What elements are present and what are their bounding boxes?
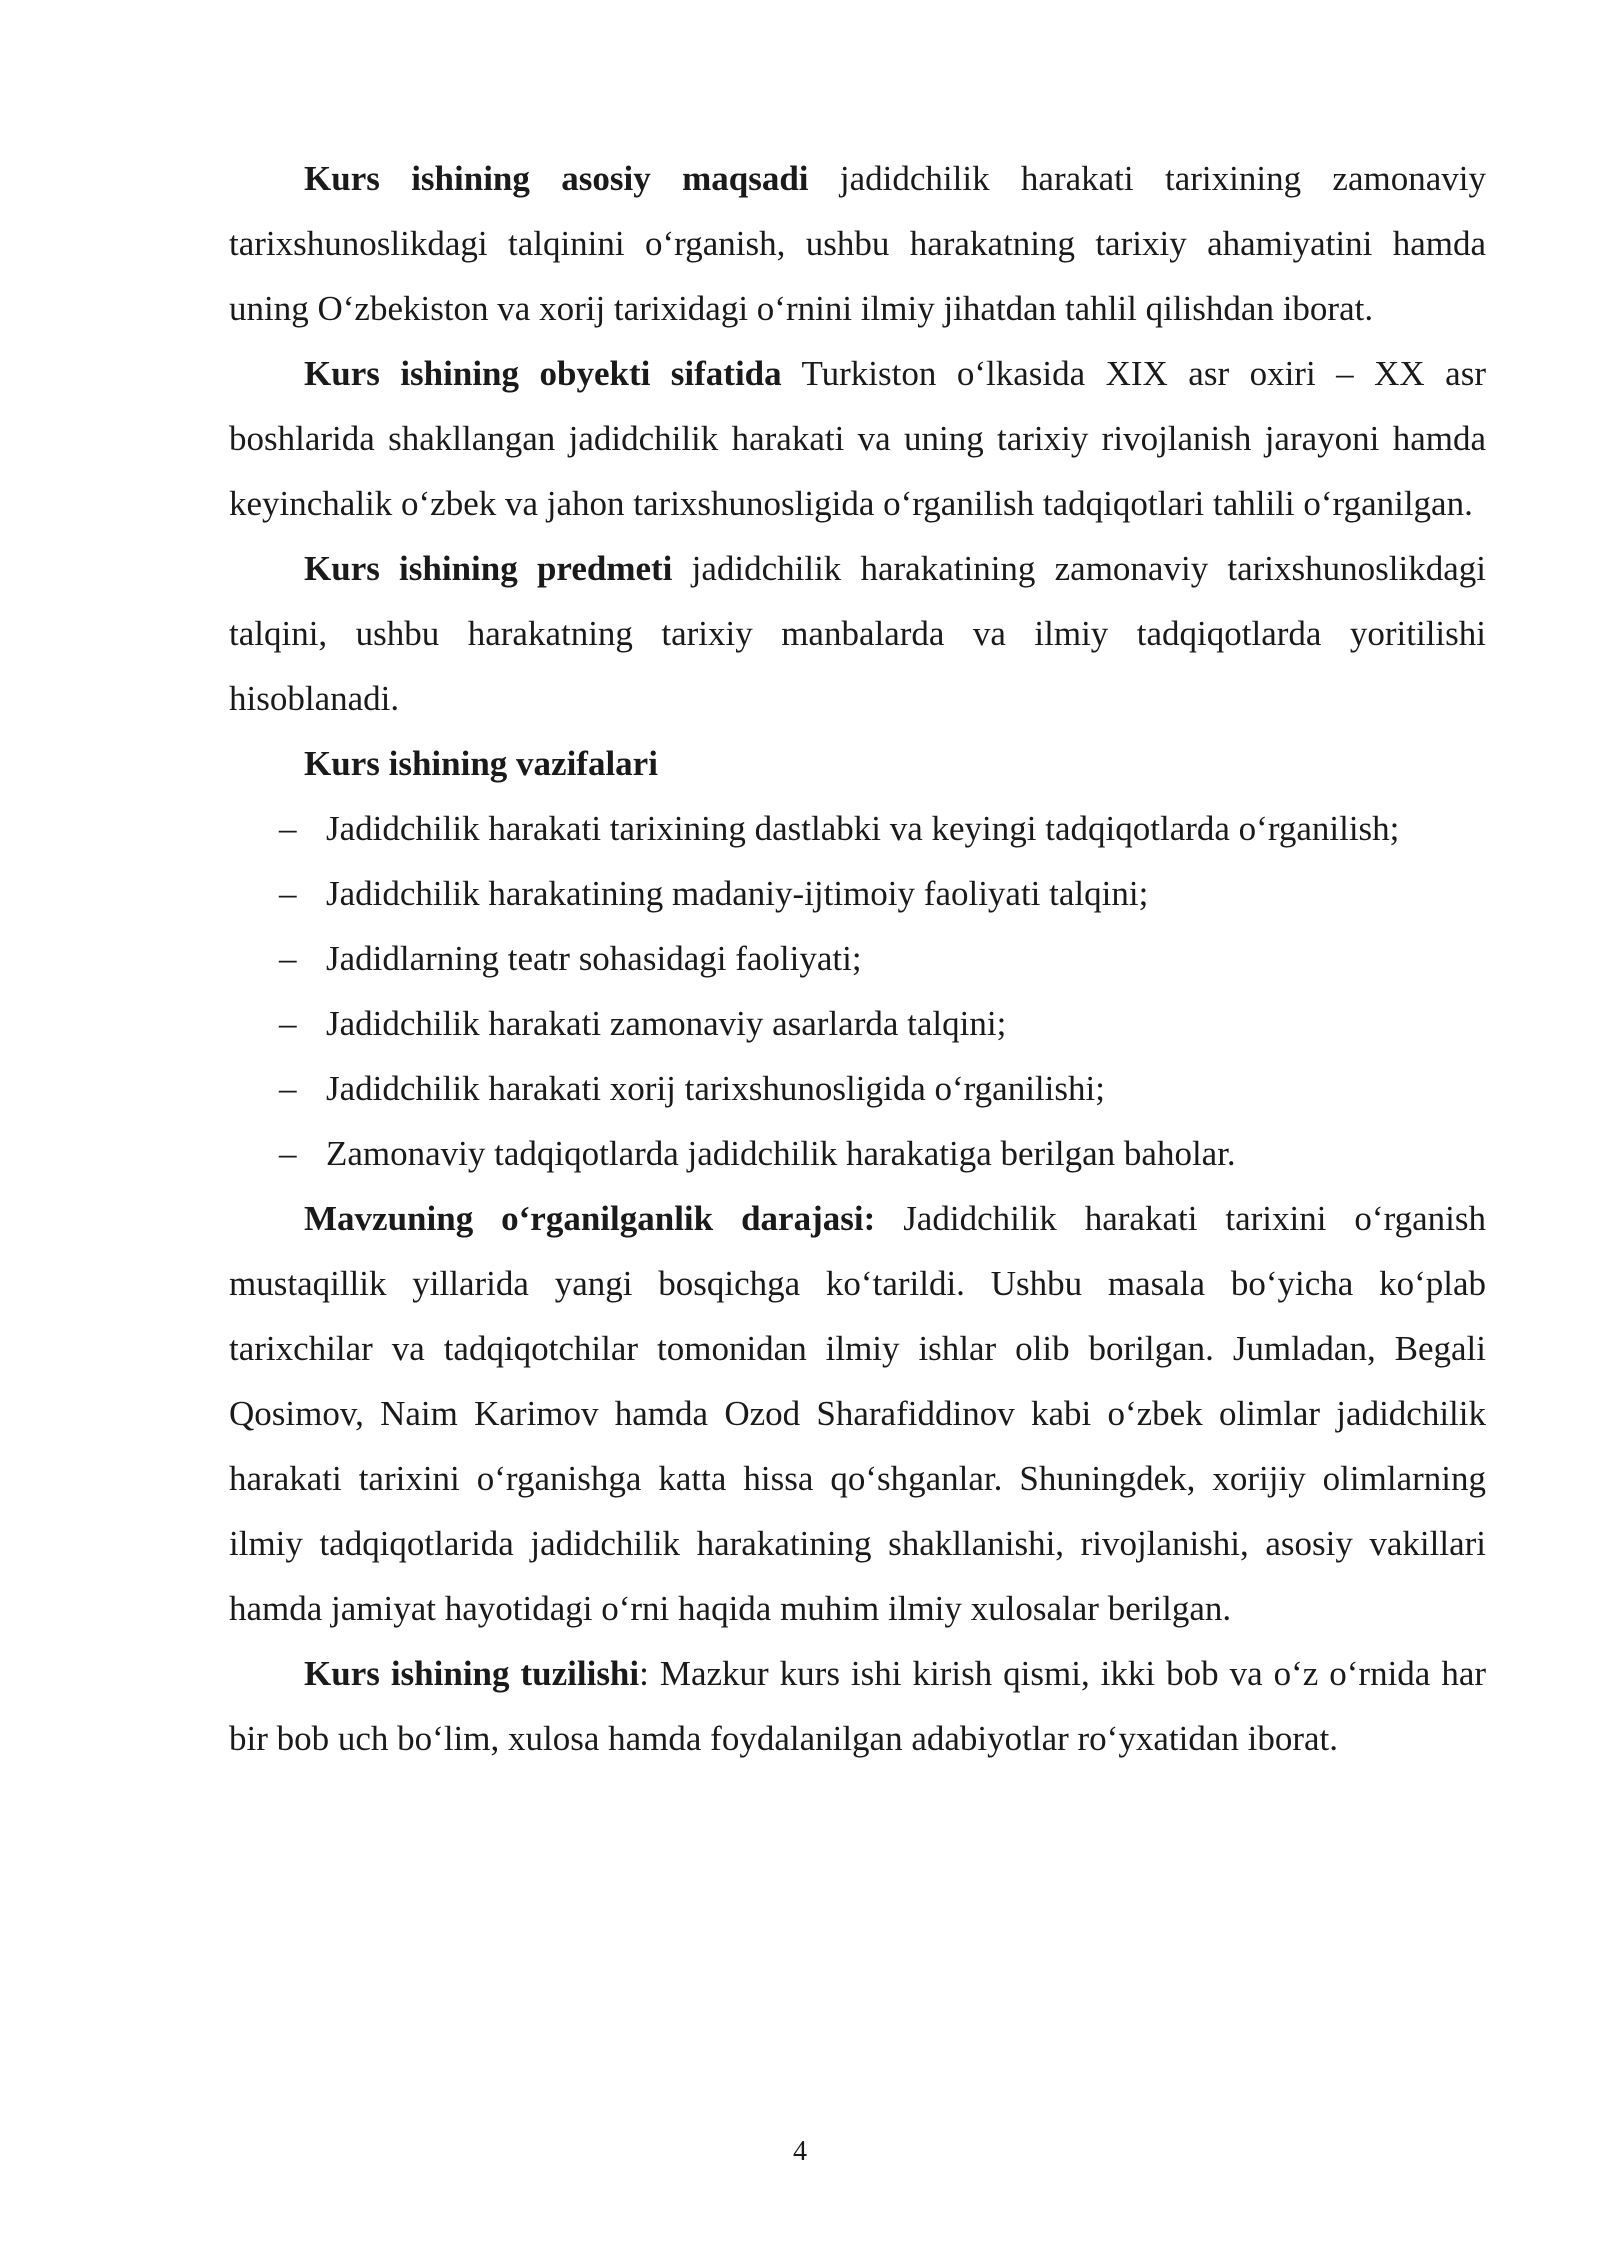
- tasks-heading: Kurs ishining vazifalari: [304, 744, 658, 783]
- list-item: [229, 796, 1486, 861]
- subject-lead: Kurs ishining predmeti: [304, 549, 673, 588]
- structure-text: : Mazkur kurs ishi kirish qismi, ikki bob va o‘z o‘rnida har bir bob uch bo‘lim, xulosa hamda foydalanilgan adabiyotlar ro‘yxatidan iborat.: [229, 1654, 1487, 1758]
- list-item: [229, 861, 1486, 926]
- subject-paragraph: [229, 536, 1486, 731]
- goal-text: jadidchilik harakati tarixining zamonaviy tarixshunoslikdagi talqinini o‘rganish, ushbu harakatning tarixiy ahamiyatini hamda uning O‘zbekiston va xorij tarixidagi o‘rnini ilmiy jihatdan tahlil qilishdan iborat.: [229, 159, 1486, 328]
- document-page: [229, 146, 1486, 1771]
- degree-paragraph: [229, 1186, 1486, 1641]
- goal-lead: Kurs ishining asosiy maqsadi: [304, 159, 809, 198]
- task-text: Jadidchilik harakatining madaniy-ijtimoiy faoliyati talqini;: [326, 874, 1149, 913]
- dash-bullet: –: [279, 809, 297, 848]
- page-number: 4: [793, 2136, 807, 2167]
- subject-text: jadidchilik harakatining zamonaviy tarixshunoslikdagi talqini, ushbu harakatning tarixiy manbalarda va ilmiy tadqiqotlarda yoritilishi hisoblanadi.: [229, 549, 1486, 718]
- list-item: [229, 1056, 1486, 1121]
- dash-bullet: –: [279, 1004, 297, 1043]
- object-text: Turkiston o‘lkasida XIX asr oxiri – XX asr boshlarida shakllangan jadidchilik harakati va uning tarixiy rivojlanish jarayoni hamda keyinchalik o‘zbek va jahon tarixshunosligida o‘rganilish tadqiqotlari tahlili o‘rganilgan.: [229, 354, 1486, 523]
- dash-bullet: –: [279, 874, 297, 913]
- task-text: Zamonaviy tadqiqotlarda jadidchilik harakatiga berilgan baholar.: [326, 1134, 1236, 1173]
- structure-paragraph: [229, 1641, 1486, 1771]
- degree-text: Jadidchilik harakati tarixini o‘rganish mustaqillik yillarida yangi bosqichga ko‘tarildi. Ushbu masala bo‘yicha ko‘plab tarixchilar va tadqiqotchilar tomonidan ilmiy ishlar olib borilgan. Jumladan, Begali Qosimov, Naim Karimov hamda Ozod Sharafiddinov kabi o‘zbek olimlar jadidchilik harakati tarixini o‘rganishga katta hissa qo‘shganlar. Shuningdek, xorijiy olimlarning ilmiy tadqiqotlarida jadidchilik harakatining shakllanishi, rivojlanishi, asosiy vakillari hamda jamiyat hayotidagi o‘rni haqida muhim ilmiy xulosalar berilgan.: [229, 1199, 1486, 1628]
- task-text: Jadidchilik harakati tarixining dastlabki va keyingi tadqiqotlarda o‘rganilish;: [326, 809, 1400, 848]
- dash-bullet: –: [279, 1134, 297, 1173]
- task-text: Jadidlarning teatr sohasidagi faoliyati;: [326, 939, 862, 978]
- object-paragraph: [229, 341, 1486, 536]
- tasks-list: [229, 796, 1486, 1186]
- dash-bullet: –: [279, 939, 297, 978]
- task-text: Jadidchilik harakati zamonaviy asarlarda talqini;: [326, 1004, 1007, 1043]
- goal-paragraph: [229, 146, 1486, 341]
- object-lead: Kurs ishining obyekti sifatida: [304, 354, 782, 393]
- list-item: [229, 991, 1486, 1056]
- list-item: [229, 1121, 1486, 1186]
- list-item: [229, 926, 1486, 991]
- degree-lead: Mavzuning o‘rganilganlik darajasi:: [304, 1199, 876, 1238]
- structure-lead: Kurs ishining tuzilishi: [304, 1654, 640, 1693]
- task-text: Jadidchilik harakati xorij tarixshunosligida o‘rganilishi;: [326, 1069, 1105, 1108]
- dash-bullet: –: [279, 1069, 297, 1108]
